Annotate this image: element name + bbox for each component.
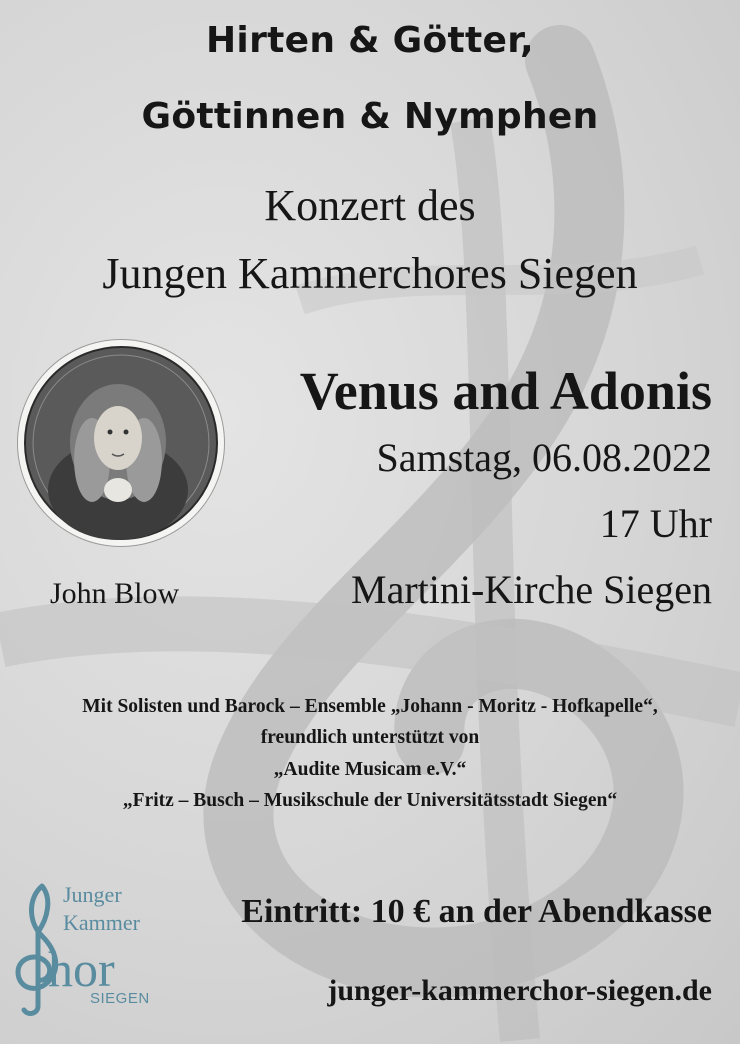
work-title: Venus and Adonis bbox=[299, 361, 712, 421]
choir-logo bbox=[8, 878, 168, 1018]
website-link[interactable]: junger-kammerchor-siegen.de bbox=[327, 974, 712, 1007]
admission-text: Eintritt: 10 € an der Abendkasse bbox=[241, 893, 712, 930]
logo-text-hor: hor bbox=[48, 941, 115, 997]
concert-venue: Martini-Kirche Siegen bbox=[351, 567, 712, 612]
concert-line-1: Konzert des bbox=[264, 181, 476, 230]
headline-line-2: Göttinnen & Nymphen bbox=[141, 96, 599, 137]
logo-text-siegen: SIEGEN bbox=[90, 990, 150, 1007]
concert-time: 17 Uhr bbox=[599, 501, 712, 546]
credit-line-1: Mit Solisten und Barock – Ensemble „Johann - Moritz - Hofkapelle“, bbox=[82, 696, 658, 717]
concert-date: Samstag, 06.08.2022 bbox=[376, 435, 712, 480]
composer-portrait bbox=[18, 340, 224, 546]
credit-line-4: „Fritz – Busch – Musikschule der Universitätsstadt Siegen“ bbox=[122, 790, 618, 811]
logo-text-junger: Junger bbox=[63, 882, 122, 907]
logo-text-kammer: Kammer bbox=[63, 910, 140, 935]
headline-line-1: Hirten & Götter, bbox=[206, 20, 534, 61]
credit-line-2: freundlich unterstützt von bbox=[260, 727, 480, 748]
portrait-engraving-icon bbox=[18, 340, 224, 546]
concert-line-2: Jungen Kammerchores Siegen bbox=[102, 249, 638, 298]
credit-line-3: „Audite Musicam e.V.“ bbox=[273, 759, 467, 780]
composer-name: John Blow bbox=[50, 577, 180, 610]
